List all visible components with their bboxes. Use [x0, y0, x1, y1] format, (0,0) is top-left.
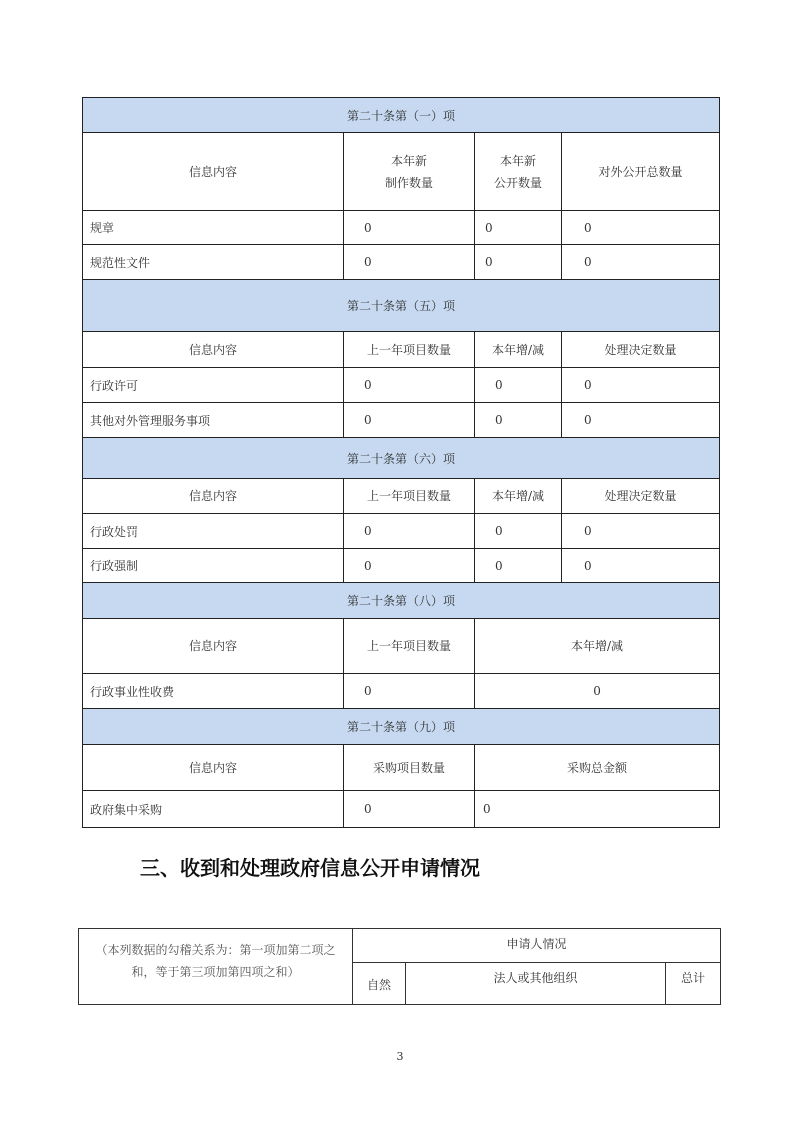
header-cell: 采购项目数量: [344, 745, 475, 791]
table-row: [83, 245, 720, 280]
header-cell: 采购总金额: [475, 745, 720, 791]
header-cell: 本年增/减: [475, 619, 720, 674]
cell-value: 0: [344, 791, 475, 828]
application-table: [78, 928, 721, 1005]
header-line: 公开数量: [493, 175, 542, 190]
row-label: 行政强制: [83, 549, 344, 583]
row-label: 规范性文件: [83, 245, 344, 280]
cell-value: 0: [475, 403, 562, 438]
header-line: 本年新: [499, 153, 536, 168]
cell-value: 0: [562, 245, 720, 280]
page-number: 3: [396, 1050, 404, 1063]
table-row: [83, 514, 720, 549]
cell-value: 0: [344, 674, 475, 709]
cell-value: 0: [562, 368, 720, 403]
header-cell: 本年增/减: [475, 332, 562, 368]
cell-value: 0: [344, 211, 475, 245]
cell-value: 0: [344, 368, 475, 403]
table-row: [83, 403, 720, 438]
table-row: [83, 549, 720, 583]
cell-value: 0: [475, 368, 562, 403]
header-line: 制作数量: [384, 175, 433, 190]
table-row: [83, 674, 720, 709]
row-label: 行政事业性收费: [83, 674, 344, 709]
total-header: 总计: [666, 963, 721, 1005]
header-cell: 对外公开总数量: [562, 133, 720, 211]
cell-value: 0: [344, 245, 475, 280]
natural-person-header: 自然: [353, 963, 406, 1005]
cell-value: 0: [475, 211, 562, 245]
row-label: 行政许可: [83, 368, 344, 403]
cell-value: 0: [562, 514, 720, 549]
cell-value: 0: [475, 674, 720, 709]
header-cell: 本年增/减: [475, 479, 562, 514]
header-cell: 信息内容: [83, 133, 344, 211]
header-cell: 上一年项目数量: [344, 332, 475, 368]
section-title: 第二十条第（九）项: [83, 709, 720, 745]
header-cell: 处理决定数量: [562, 479, 720, 514]
row-label: 行政处罚: [83, 514, 344, 549]
section-title: 第二十条第（一）项: [83, 98, 720, 133]
section-title: 第二十条第（六）项: [83, 438, 720, 479]
cell-value: 0: [344, 514, 475, 549]
cell-value: 0: [475, 514, 562, 549]
cell-value: 0: [475, 245, 562, 280]
applicant-header: 申请人情况: [353, 929, 721, 963]
cell-value: 0: [344, 403, 475, 438]
section-heading: 三、收到和处理政府信息公开申请情况: [140, 856, 480, 880]
table-row: [83, 368, 720, 403]
row-label: 其他对外管理服务事项: [83, 403, 344, 438]
disclosure-table: [82, 97, 720, 828]
header-cell: 信息内容: [83, 479, 344, 514]
header-cell: 信息内容: [83, 332, 344, 368]
table-row: [83, 211, 720, 245]
header-cell: [475, 133, 562, 211]
header-cell: 信息内容: [83, 619, 344, 674]
section-title: 第二十条第（八）项: [83, 583, 720, 619]
cell-value: 0: [562, 549, 720, 583]
header-line: 本年新: [390, 153, 427, 168]
cell-value: 0: [562, 211, 720, 245]
cell-value: 0: [475, 791, 720, 828]
cell-value: 0: [344, 549, 475, 583]
header-cell: [344, 133, 475, 211]
cell-value: 0: [475, 549, 562, 583]
legal-person-header: 法人或其他组织: [406, 963, 666, 1005]
section-title: 第二十条第（五）项: [83, 280, 720, 332]
header-cell: 上一年项目数量: [344, 619, 475, 674]
cell-value: 0: [562, 403, 720, 438]
header-cell: 上一年项目数量: [344, 479, 475, 514]
header-cell: 信息内容: [83, 745, 344, 791]
header-cell: 处理决定数量: [562, 332, 720, 368]
row-label: 规章: [83, 211, 344, 245]
note-cell: （本列数据的勾稽关系为：第一项加第二项之和，等于第三项加第四项之和）: [79, 929, 353, 1005]
row-label: 政府集中采购: [83, 791, 344, 828]
table-row: [83, 791, 720, 828]
